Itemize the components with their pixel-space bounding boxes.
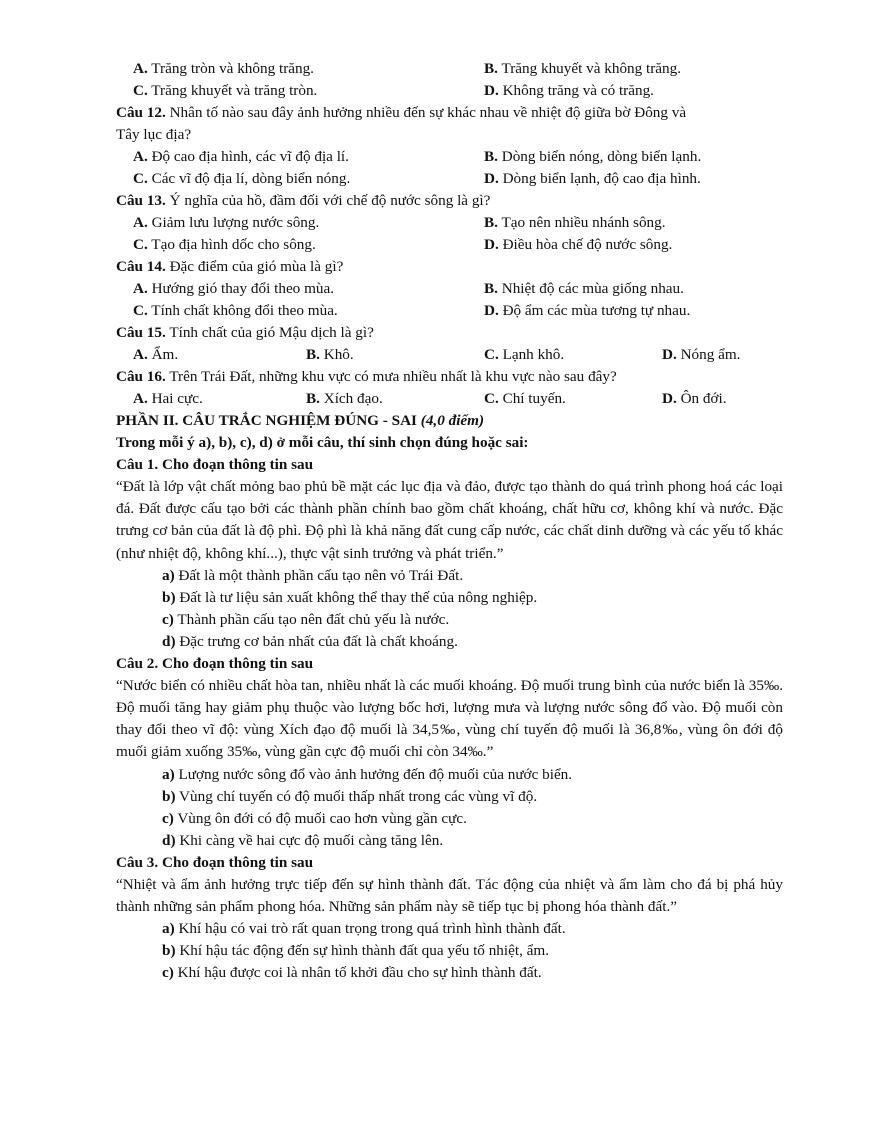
q12-stem-cont [0,124,875,146]
q11-option-a [133,58,314,80]
option-text: Dòng biển lạnh, độ cao địa hình. [502,170,701,187]
option-label: C. [133,170,148,187]
option-text: Trăng khuyết và không trăng. [501,60,682,77]
tf3-passage: “Nhiệt và ẩm ảnh hưởng trực tiếp đến sự hình thành đất. Tác động của nhiệt và ẩm làm cho đá bị phá hủy thành những sản phẩm phong hóa. Những sản phẩm này sẽ tiếp tục bị phong hóa thành đất.” [116,875,783,915]
option-label: A. [133,214,148,231]
question-number: Câu 14. [116,258,166,275]
q11-option-c [133,80,317,102]
question-text: Đặc điểm của gió mùa là gì? [165,258,344,275]
item-text: Đặc trưng cơ bản nhất của đất là chất khoáng. [175,632,458,650]
item-text: Đất là tư liệu sản xuất không thể thay thế của nông nghiệp. [175,588,538,606]
option-text: Xích đạo. [323,390,383,407]
option-text: Giảm lưu lượng nước sông. [151,214,320,231]
option-text: Dòng biển nóng, dòng biển lạnh. [501,148,702,165]
tf2-heading-row [0,653,875,675]
option-label: D. [662,390,677,407]
q15-stem [0,322,875,344]
q12-stem [0,102,875,124]
item-text: Khí hậu được coi là nhân tố khởi đầu cho sự hình thành đất. [173,964,542,982]
q15-option-d [662,344,740,366]
item-label: c) [162,964,174,982]
option-text: Trăng tròn và không trăng. [151,60,314,77]
q11-options-row-1 [0,58,875,80]
item-text: Khí hậu có vai trò rất quan trọng trong quá trình hình thành đất. [174,920,566,938]
item-text: Khí hậu tác động đến sự hình thành đất qua yếu tố nhiệt, ẩm. [175,942,550,960]
option-text: Lạnh khô. [502,346,565,363]
item-label: b) [162,942,176,960]
option-label: A. [133,280,148,297]
tf2-item-c [0,808,875,830]
tf2-item-b [0,786,875,808]
q15-options-row [0,344,875,366]
q14-option-c [133,300,338,322]
item-label: d) [162,831,176,849]
option-label: C. [133,82,148,99]
item-text: Vùng ôn đới có độ muối cao hơn vùng gần cực. [173,809,467,827]
q13-options-row-2 [0,234,875,256]
item-text: Lượng nước sông đổ vào ảnh hưởng đến độ muối của nước biển. [174,765,573,783]
question-text: Trên Trái Đất, những khu vực có mưa nhiều nhất là khu vực nào sau đây? [165,368,617,385]
option-label: B. [306,346,320,363]
item-label: a) [162,566,175,584]
q12-option-b [484,146,701,168]
question-number: Câu 12. [116,104,166,121]
q16-stem [0,366,875,388]
q13-option-a [133,212,319,234]
question-number: Câu 15. [116,324,166,341]
item-text: Đất là một thành phần cấu tạo nên vỏ Trái Đất. [174,566,464,584]
part2-instruction-row [0,432,875,454]
q13-option-c [133,234,316,256]
item-label: b) [162,588,176,606]
tf1-heading-row [0,454,875,476]
option-label: B. [484,214,498,231]
tf-question-heading: Câu 3. Cho đoạn thông tin sau [116,853,314,871]
option-label: D. [484,302,499,319]
item-label: a) [162,765,175,783]
tf3-heading-row [0,852,875,874]
q13-option-d [484,234,672,256]
q12-option-d [484,168,701,190]
option-label: B. [484,60,498,77]
option-label: C. [133,236,148,253]
option-text: Độ ẩm các mùa tương tự nhau. [502,302,691,319]
section-title: PHẦN II. CÂU TRẮC NGHIỆM ĐÚNG - SAI [116,412,421,429]
q15-option-a [133,344,178,366]
q12-options-row-2 [0,168,875,190]
item-label: a) [162,920,175,938]
exam-page [0,58,875,984]
q11-options-row-2 [0,80,875,102]
q16-option-b [306,388,383,410]
tf-question-heading: Câu 2. Cho đoạn thông tin sau [116,654,314,672]
question-text: Tây lục địa? [116,126,192,143]
option-text: Tạo địa hình dốc cho sông. [151,236,316,253]
tf3-item-c [0,962,875,984]
option-label: A. [133,60,148,77]
tf1-item-b [0,587,875,609]
option-text: Không trăng và có trăng. [502,82,654,99]
q15-option-b [306,344,354,366]
tf2-item-a [0,764,875,786]
option-label: A. [133,346,148,363]
item-text: Khi càng về hai cực độ muối càng tăng lên. [175,831,444,849]
q16-option-d [662,388,727,410]
section-instruction: Trong mỗi ý a), b), c), d) ở mỗi câu, thí sinh chọn đúng hoặc sai: [116,434,529,451]
option-text: Hai cực. [151,390,203,407]
q11-option-b [484,58,681,80]
option-text: Tạo nên nhiều nhánh sông. [501,214,666,231]
item-label: b) [162,787,176,805]
option-label: D. [484,82,499,99]
option-text: Chí tuyến. [502,390,566,407]
tf3-item-a [0,918,875,940]
option-text: Nóng ẩm. [680,346,741,363]
q13-option-b [484,212,666,234]
item-label: c) [162,809,174,827]
question-text: Ý nghĩa của hồ, đầm đối với chế độ nước sông là gì? [165,192,491,209]
option-label: C. [484,390,499,407]
option-text: Hướng gió thay đổi theo mùa. [151,280,335,297]
q16-option-c [484,388,566,410]
q14-option-b [484,278,684,300]
q14-options-row-1 [0,278,875,300]
option-label: A. [133,390,148,407]
q12-options-row-1 [0,146,875,168]
tf1-item-c [0,609,875,631]
option-text: Độ cao địa hình, các vĩ độ địa lí. [151,148,349,165]
option-label: D. [662,346,677,363]
q12-option-a [133,146,349,168]
item-label: d) [162,632,176,650]
tf3-item-b [0,940,875,962]
q14-stem [0,256,875,278]
q13-stem [0,190,875,212]
option-text: Các vĩ độ địa lí, dòng biển nóng. [151,170,351,187]
question-number: Câu 16. [116,368,166,385]
item-text: Vùng chí tuyến có độ muối thấp nhất trong các vùng vĩ độ. [175,787,538,805]
option-text: Trăng khuyết và trăng tròn. [151,82,318,99]
option-label: A. [133,148,148,165]
option-text: Điều hòa chế độ nước sông. [502,236,673,253]
q12-option-c [133,168,350,190]
q15-option-c [484,344,564,366]
option-text: Tính chất không đổi theo mùa. [151,302,338,319]
option-label: B. [484,148,498,165]
question-text: Nhân tố nào sau đây ảnh hưởng nhiều đến sự khác nhau về nhiệt độ giữa bờ Đông và [165,104,687,121]
item-label: c) [162,610,174,628]
question-number: Câu 13. [116,192,166,209]
option-text: Ôn đới. [680,390,727,407]
q11-option-d [484,80,654,102]
option-label: D. [484,236,499,253]
option-label: B. [306,390,320,407]
tf1-item-a [0,565,875,587]
question-text: Tính chất của gió Mậu dịch là gì? [165,324,374,341]
q14-options-row-2 [0,300,875,322]
tf1-item-d [0,631,875,653]
option-text: Khô. [323,346,354,363]
q14-option-a [133,278,334,300]
q13-options-row-1 [0,212,875,234]
option-label: B. [484,280,498,297]
tf2-item-d [0,830,875,852]
q14-option-d [484,300,690,322]
part2-title [0,410,875,432]
q16-option-a [133,388,203,410]
option-label: C. [484,346,499,363]
option-label: D. [484,170,499,187]
option-label: C. [133,302,148,319]
option-text: Ẩm. [151,346,179,363]
section-points: (4,0 điểm) [420,412,485,429]
item-text: Thành phần cấu tạo nên đất chủ yếu là nước. [173,610,450,628]
option-text: Nhiệt độ các mùa giống nhau. [501,280,684,297]
q16-options-row [0,388,875,410]
tf1-passage: “Đất là lớp vật chất mỏng bao phủ bề mặt các lục địa và đảo, được tạo thành do quá trình phong hoá các loại đá. Đất được cấu tạo bởi các thành phần chính bao gồm chất khoáng, chất hữu cơ, không khí và nước. Đặc trưng cơ bản của đất là độ phì. Độ phì là khả năng đất cung cấp nước, các chất dinh dưỡng và các yếu tố khác (như nhiệt độ, không khí...), thực vật sinh trưởng và phát triển.” [116,478,783,562]
tf-question-heading: Câu 1. Cho đoạn thông tin sau [116,456,314,473]
tf2-passage: “Nước biển có nhiều chất hòa tan, nhiều nhất là các muối khoáng. Độ muối trung bình của nước biển là 35‰. Độ muối tăng hay giảm phụ thuộc vào lượng bốc hơi, lượng mưa và lượng nước sông đổ vào. Độ muối còn thay đổi theo vĩ độ: vùng Xích đạo độ muối là 34,5‰, vùng chí tuyến độ muối là 36,8‰, vùng ôn đới độ muối giảm xuống 35‰, vùng gần cực độ muối chỉ còn 34‰.” [116,676,783,761]
